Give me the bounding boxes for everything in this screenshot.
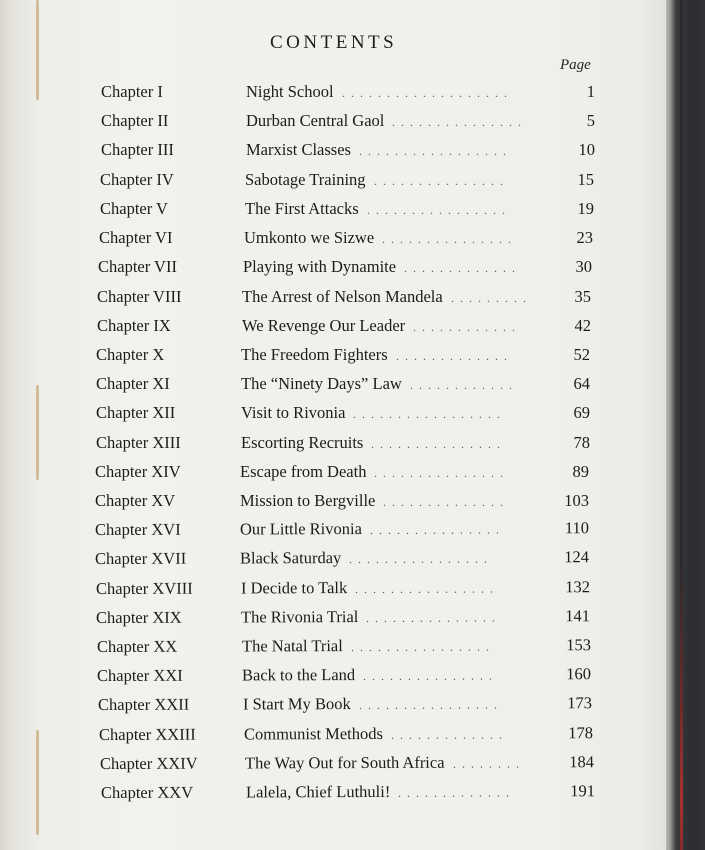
chapter-title: The Rivonia Trial — [240, 606, 359, 627]
chapter-number: Chapter XXIII — [98, 724, 196, 744]
page-number: 160 — [566, 664, 592, 684]
toc-entry — [95, 462, 589, 484]
page-number: 1 — [586, 82, 595, 101]
toc-entry — [97, 664, 591, 688]
contents-heading: CONTENTS — [270, 32, 398, 53]
chapter-number: Chapter XVII — [94, 548, 187, 569]
toc-entry — [99, 723, 593, 747]
toc-entry — [101, 82, 595, 104]
chapter-title: Durban Central Gaol — [246, 111, 385, 131]
chapter-number: Chapter XIII — [96, 432, 181, 452]
page-number: 64 — [573, 374, 590, 394]
cover-red-band — [680, 0, 683, 850]
chapter-number: Chapter XIX — [95, 607, 182, 627]
chapter-number: Chapter XVIII — [95, 578, 193, 598]
dot-leader: ............... — [369, 522, 506, 538]
dot-leader: ................ — [348, 551, 494, 567]
chapter-title: Escorting Recruits — [241, 432, 364, 452]
chapter-title: The Freedom Fighters — [241, 344, 388, 364]
toc-entry — [95, 518, 589, 542]
chapter-title: Visit to Rivonia — [241, 403, 346, 423]
chapter-number: Chapter IX — [97, 315, 171, 335]
dot-leader: ............... — [382, 232, 517, 246]
chapter-title: Communist Methods — [243, 723, 383, 744]
dot-leader: ............. — [404, 261, 521, 276]
chapter-number: Chapter VIII — [97, 286, 182, 306]
toc-entry — [96, 433, 590, 455]
dot-leader: ............... — [374, 465, 509, 480]
chapter-number: Chapter XV — [95, 490, 176, 510]
chapter-number: Chapter XII — [96, 403, 176, 423]
page-number: 15 — [577, 169, 594, 189]
chapter-number: Chapter XXIV — [99, 753, 198, 773]
chapter-number: Chapter VI — [99, 228, 173, 247]
dot-leader: ............... — [374, 173, 509, 188]
page-number: 52 — [573, 344, 590, 364]
toc-entry — [96, 345, 590, 367]
dot-leader: ............. — [396, 348, 513, 363]
dot-leader: ............... — [362, 668, 499, 684]
toc-entry — [101, 140, 595, 162]
toc-entry — [98, 257, 592, 279]
toc-entry — [101, 111, 595, 133]
toc-entry — [100, 170, 594, 192]
chapter-number: Chapter IV — [100, 169, 174, 189]
dot-leader: ............... — [392, 115, 527, 130]
dot-leader: ................. — [359, 144, 512, 159]
dot-leader: ......... — [451, 290, 532, 305]
chapter-title: The Natal Trial — [241, 636, 343, 656]
toc-entry — [97, 287, 591, 309]
toc-entry — [100, 752, 594, 776]
dot-leader: ................... — [342, 86, 513, 100]
page-number: 173 — [567, 693, 593, 713]
page-number: 10 — [578, 140, 595, 160]
chapter-number: Chapter XIV — [95, 461, 181, 481]
chapter-title: The Way Out for South Africa — [244, 752, 445, 773]
page-number: 42 — [574, 315, 591, 335]
page-number: 178 — [568, 722, 594, 742]
toc-entry — [95, 547, 589, 571]
page-number: 5 — [586, 111, 595, 131]
chapter-title: The Arrest of Nelson Mandela — [242, 286, 443, 306]
chapter-title: Escape from Death — [240, 461, 367, 481]
page-number: 103 — [564, 490, 589, 510]
chapter-title: We Revenge Our Leader — [242, 315, 406, 335]
dot-leader: ............ — [413, 319, 521, 334]
chapter-title: The First Attacks — [245, 198, 359, 218]
dot-leader: ............. — [390, 727, 509, 742]
dot-leader: ........ — [452, 756, 526, 771]
chapter-number: Chapter V — [100, 198, 168, 218]
toc-entry — [96, 374, 590, 396]
dot-leader: ............... — [371, 436, 506, 451]
page-number: 110 — [564, 518, 590, 538]
chapter-number: Chapter XXV — [100, 782, 194, 802]
page-number: 141 — [565, 605, 591, 626]
chapter-title: Night School — [246, 82, 334, 101]
page-number: 19 — [577, 198, 594, 218]
dot-leader: ................. — [353, 407, 506, 422]
dot-leader: ............... — [365, 610, 502, 625]
page-number: 23 — [576, 228, 593, 247]
dot-leader: ................ — [358, 697, 504, 713]
chapter-title: Lalela, Chief Luthuli! — [245, 781, 391, 802]
chapter-number: Chapter XXII — [97, 695, 190, 715]
chapter-title: Mission to Bergville — [240, 490, 376, 510]
chapter-title: Umkonto we Sizwe — [244, 228, 375, 247]
page-number: 35 — [574, 286, 591, 306]
chapter-number: Chapter XVI — [94, 519, 181, 540]
page-number: 153 — [566, 635, 592, 655]
chapter-number: Chapter I — [101, 82, 163, 101]
page-number: 124 — [564, 547, 590, 567]
chapter-number: Chapter II — [101, 111, 169, 131]
chapter-title: I Start My Book — [242, 694, 351, 714]
toc-entry — [97, 635, 591, 659]
chapter-title: The “Ninety Days” Law — [241, 374, 402, 394]
toc-entry — [97, 316, 591, 338]
chapter-title: I Decide to Talk — [240, 577, 348, 597]
chapter-number: Chapter XX — [96, 636, 178, 656]
toc-entry — [101, 781, 595, 805]
dot-leader: ............ — [410, 378, 518, 393]
page-number: 132 — [565, 576, 591, 596]
book-cover-edge — [666, 0, 705, 850]
page-number: 30 — [575, 257, 592, 277]
chapter-title: Sabotage Training — [245, 169, 366, 189]
chapter-title: Playing with Dynamite — [243, 257, 397, 277]
page-column-label: Page — [560, 57, 591, 73]
chapter-title: Our Little Rivonia — [239, 519, 362, 539]
chapter-number: Chapter VII — [98, 257, 177, 277]
toc-entry — [99, 228, 593, 250]
chapter-title: Black Saturday — [239, 548, 342, 568]
page-number: 69 — [573, 403, 590, 423]
dot-leader: ............. — [397, 785, 516, 800]
dot-leader: ................ — [350, 639, 496, 655]
chapter-title: Back to the Land — [241, 665, 356, 685]
dot-leader: ................ — [354, 581, 500, 596]
chapter-number: Chapter X — [96, 344, 165, 364]
toc-entry — [96, 577, 590, 601]
toc-entry — [96, 403, 590, 425]
chapter-number: Chapter XXI — [96, 665, 183, 686]
page-number: 78 — [573, 432, 590, 452]
toc-entry — [98, 694, 592, 718]
dot-leader: ................ — [367, 202, 511, 217]
toc-entry — [100, 199, 594, 221]
dot-leader: .............. — [383, 494, 509, 509]
page-number: 184 — [569, 751, 595, 772]
toc-entry — [95, 491, 589, 513]
page-number: 191 — [570, 781, 596, 801]
chapter-number: Chapter XI — [96, 374, 170, 394]
chapter-title: Marxist Classes — [246, 140, 351, 160]
toc-entry — [96, 606, 590, 630]
page-number: 89 — [572, 461, 589, 481]
chapter-number: Chapter III — [101, 140, 174, 160]
